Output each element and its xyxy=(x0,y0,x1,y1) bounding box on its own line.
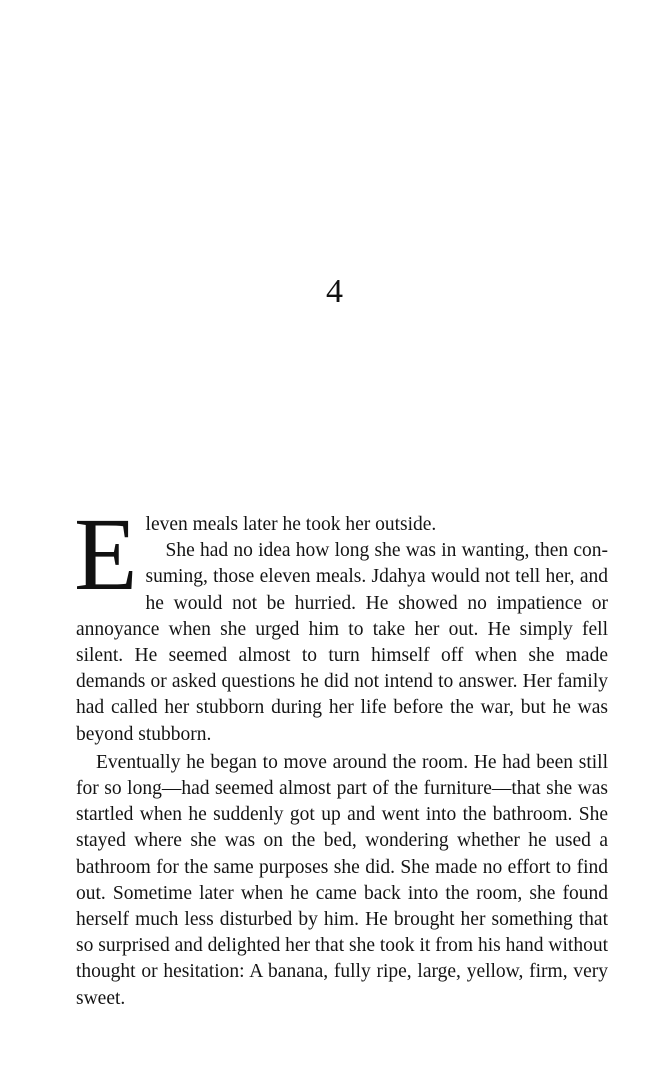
chapter-number: 4 xyxy=(326,273,343,310)
opening-line: leven meals later he took her outside. xyxy=(145,514,437,535)
paragraph-2 xyxy=(76,750,608,1012)
drop-cap: E xyxy=(74,497,138,612)
paragraph-1-opening xyxy=(76,512,608,538)
chapter-text xyxy=(74,497,608,1012)
paragraph-2-text: Eventually he began to move around the room. He had been still for so long—had seemed almost part of the furniture—that she was startled when he suddenly got up and went into the bathroom. She stayed where she was on the bed, wondering whether he used a bathroom for the same purposes she did. She made no effort to find out. Sometime later when he came back into the room, she found herself much less disturbed by him. He brought her something that so surprised and delighted her that she took it from his hand without thought or hesitation: A banana, fully ripe, large, yellow, firm, very sweet. xyxy=(76,751,608,1009)
paragraph-1-text: She had no idea how long she was in wanting, then consuming, those eleven meals. Jdahya would not tell her, and he would not be hurried. He showed no impatience or annoyance when she urged him to take her out. He simply fell silent. He seemed almost to turn himself off when she made demands or asked questions he did not intend to answer. Her family had called her stubborn during her life before the war, but he was beyond stubborn. xyxy=(76,540,608,745)
paragraph-1-body xyxy=(76,538,608,748)
